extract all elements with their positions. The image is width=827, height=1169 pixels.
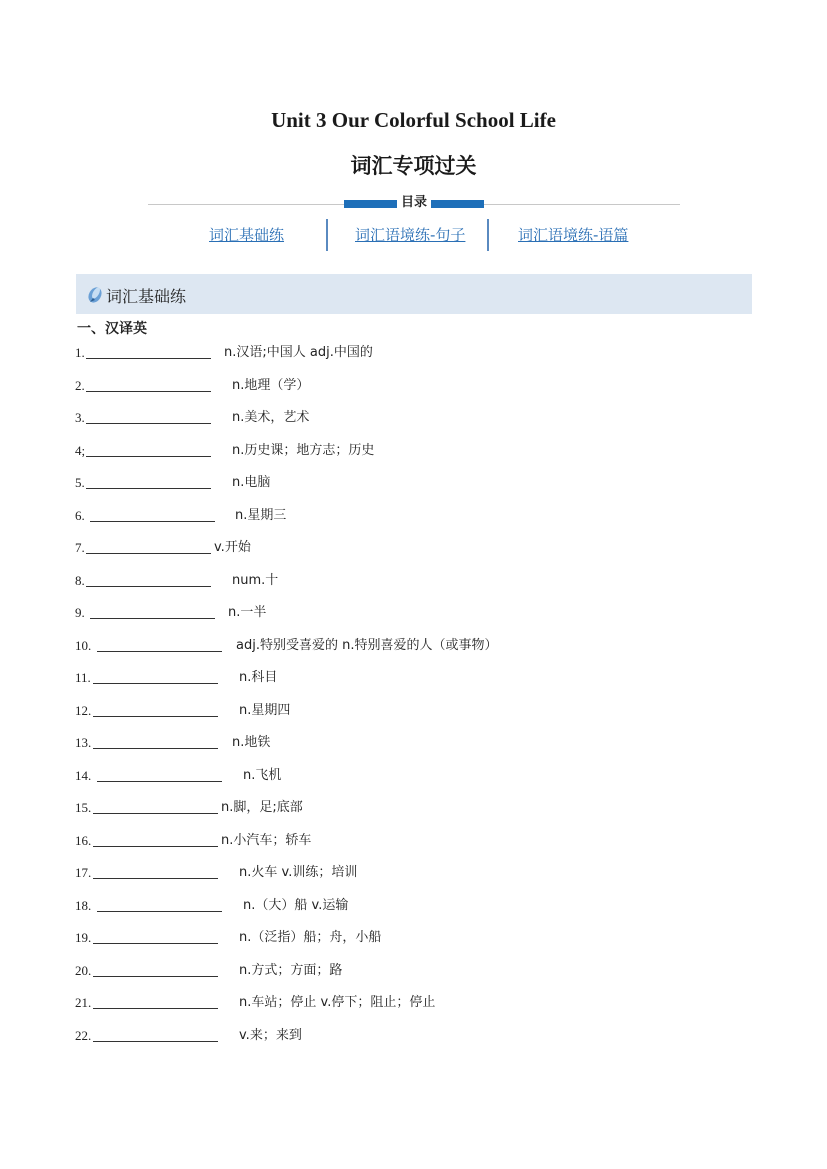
item-definition: n.美术，艺术 xyxy=(232,410,310,425)
item-number: 15. xyxy=(75,800,92,815)
item-definition: n.星期三 xyxy=(235,508,287,523)
answer-blank[interactable] xyxy=(86,423,211,424)
toc-link-passage[interactable]: 词汇语境练-语篇 xyxy=(518,226,629,244)
section-header xyxy=(76,274,752,314)
answer-blank[interactable] xyxy=(93,1041,218,1042)
toc-link-basic[interactable]: 词汇基础练 xyxy=(209,226,285,244)
item-definition: n.车站；停止 v.停下；阻止；停止 xyxy=(239,995,436,1010)
item-number: 16. xyxy=(75,833,92,848)
item-number: 22. xyxy=(75,1028,92,1043)
toc-label: 目录 xyxy=(397,194,431,212)
item-definition: n.（泛指）船；舟，小船 xyxy=(239,930,382,945)
item-definition: n.电脑 xyxy=(232,475,271,490)
answer-blank[interactable] xyxy=(97,781,222,782)
item-number: 13. xyxy=(75,735,92,750)
section-title: 词汇基础练 xyxy=(106,287,187,306)
item-number: 12. xyxy=(75,703,92,718)
answer-blank[interactable] xyxy=(93,943,218,944)
item-number: 7. xyxy=(75,540,85,555)
pencil-icon xyxy=(87,284,105,309)
item-number: 5. xyxy=(75,475,85,490)
toc-separator xyxy=(487,219,489,251)
item-number: 18. xyxy=(75,898,92,913)
item-definition: n.飞机 xyxy=(243,768,282,783)
page-title: Unit 3 Our Colorful School Life xyxy=(271,108,556,132)
item-number: 10. xyxy=(75,638,92,653)
part-heading: 一、汉译英 xyxy=(77,321,147,337)
answer-blank[interactable] xyxy=(93,1008,218,1009)
item-definition: n.小汽车；轿车 xyxy=(221,833,312,848)
item-number: 19. xyxy=(75,930,92,945)
answer-blank[interactable] xyxy=(86,358,211,359)
answer-blank[interactable] xyxy=(93,846,218,847)
item-number: 11. xyxy=(75,670,91,685)
item-definition: n.火车 v.训练；培训 xyxy=(239,865,358,880)
item-definition: n.（大）船 v.运输 xyxy=(243,898,349,913)
item-definition: n.地铁 xyxy=(232,735,271,750)
item-definition: n.星期四 xyxy=(239,703,291,718)
answer-blank[interactable] xyxy=(97,651,222,652)
item-definition: n.科目 xyxy=(239,670,278,685)
item-definition: v.来；来到 xyxy=(239,1028,302,1043)
item-definition: n.一半 xyxy=(228,605,267,620)
item-number: 4; xyxy=(75,443,86,458)
item-definition: adj.特别受喜爱的 n.特别喜爱的人（或事物） xyxy=(236,638,498,653)
answer-blank[interactable] xyxy=(93,878,218,879)
answer-blank[interactable] xyxy=(93,976,218,977)
answer-blank[interactable] xyxy=(93,683,218,684)
answer-blank[interactable] xyxy=(86,391,211,392)
answer-blank[interactable] xyxy=(86,488,211,489)
item-number: 17. xyxy=(75,865,92,880)
item-number: 1. xyxy=(75,345,85,360)
item-number: 14. xyxy=(75,768,92,783)
item-number: 3. xyxy=(75,410,85,425)
item-number: 2. xyxy=(75,378,85,393)
toc-separator xyxy=(326,219,328,251)
item-definition: n.历史课；地方志；历史 xyxy=(232,443,375,458)
item-definition: n.地理（学） xyxy=(232,378,310,393)
item-number: 8. xyxy=(75,573,85,588)
item-number: 20. xyxy=(75,963,92,978)
item-number: 6. xyxy=(75,508,85,523)
item-definition: n.脚，足;底部 xyxy=(221,800,303,815)
answer-blank[interactable] xyxy=(86,553,211,554)
item-definition: n.汉语;中国人 adj.中国的 xyxy=(224,345,373,360)
answer-blank[interactable] xyxy=(90,521,215,522)
toc-link-sentence[interactable]: 词汇语境练-句子 xyxy=(355,226,466,244)
item-definition: n.方式；方面；路 xyxy=(239,963,343,978)
answer-blank[interactable] xyxy=(93,748,218,749)
answer-blank[interactable] xyxy=(86,586,211,587)
item-number: 21. xyxy=(75,995,92,1010)
answer-blank[interactable] xyxy=(90,618,215,619)
item-definition: num.十 xyxy=(232,573,279,588)
answer-blank[interactable] xyxy=(93,813,218,814)
item-definition: v.开始 xyxy=(214,540,251,555)
item-number: 9. xyxy=(75,605,85,620)
answer-blank[interactable] xyxy=(93,716,218,717)
answer-blank[interactable] xyxy=(86,456,211,457)
page-subtitle: 词汇专项过关 xyxy=(350,154,477,178)
answer-blank[interactable] xyxy=(97,911,222,912)
